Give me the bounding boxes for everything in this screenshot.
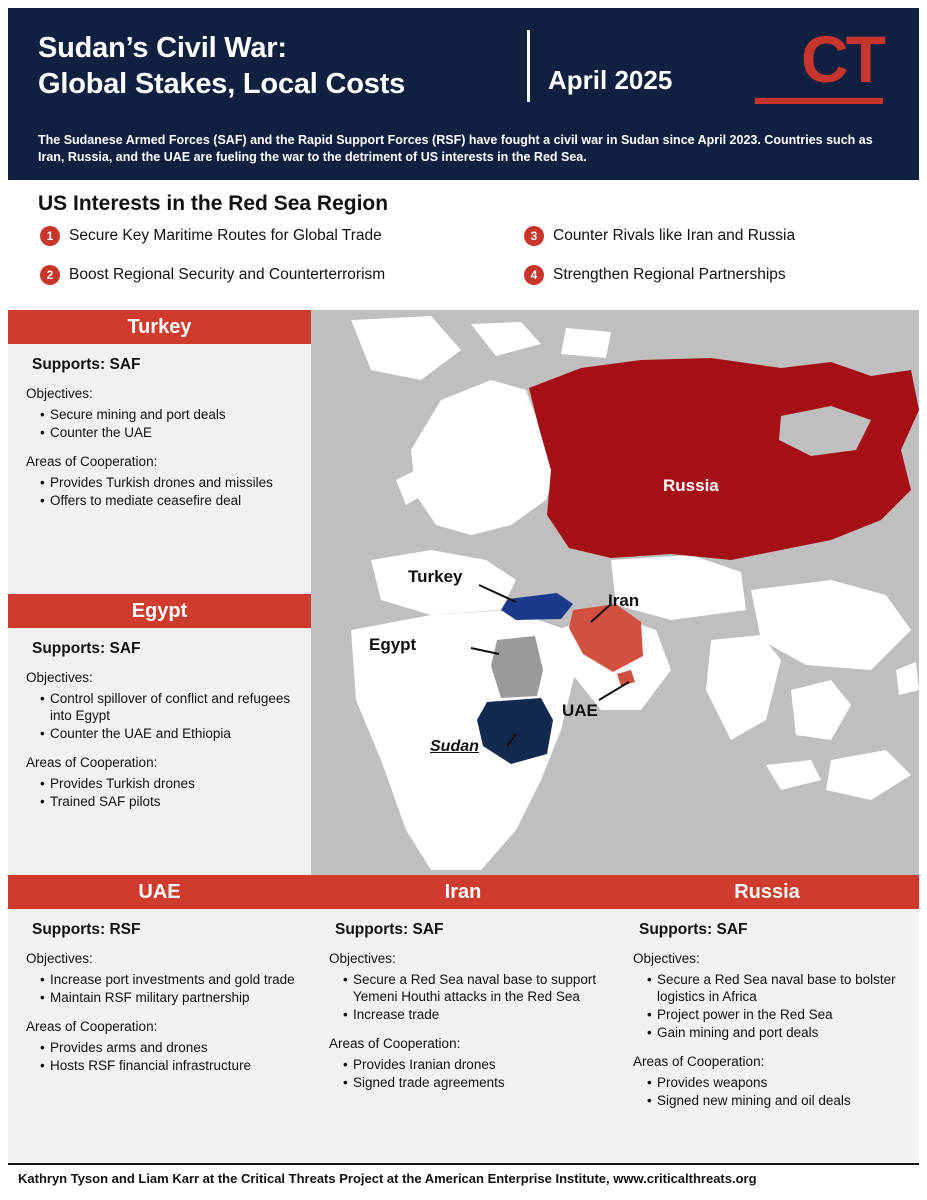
interest-number-4: 4: [524, 265, 544, 285]
list-item: • Offers to mediate ceasefire deal: [40, 492, 297, 509]
interest-item-2: [40, 265, 385, 285]
panel-turkey-cooperation-label: Areas of Cooperation:: [26, 454, 158, 469]
panel-russia-body: [615, 909, 919, 1130]
panel-russia-objectives: [633, 971, 905, 1041]
map-label-russia: Russia: [663, 476, 719, 495]
list-item: • Provides Turkish drones and missiles: [40, 474, 297, 491]
panel-egypt-title: Egypt: [8, 594, 311, 628]
interest-item-4: [524, 265, 786, 285]
list-item: • Counter the UAE: [40, 424, 297, 441]
map-region-egypt: [491, 636, 543, 698]
header: [8, 8, 919, 180]
map-label-sudan: Sudan: [430, 738, 479, 755]
ct-logo-underline: [755, 98, 883, 104]
panel-egypt-objectives-label: Objectives:: [26, 670, 93, 685]
panel-russia-objectives-label: Objectives:: [633, 951, 700, 966]
list-item: • Secure a Red Sea naval base to support Yemeni Houthi attacks in the Red Sea: [343, 971, 601, 1005]
interest-number-2: 2: [40, 265, 60, 285]
panel-egypt-supports: Supports: SAF: [32, 640, 141, 657]
list-item: • Provides Iranian drones: [343, 1056, 601, 1073]
panel-russia-cooperation: [633, 1074, 905, 1109]
list-item: • Secure mining and port deals: [40, 406, 297, 423]
list-item: • Provides weapons: [647, 1074, 905, 1091]
list-item: • Provides Turkish drones: [40, 775, 297, 792]
list-item: • Trained SAF pilots: [40, 793, 297, 810]
header-top: [8, 8, 919, 122]
title-line-2: Global Stakes, Local Costs: [38, 68, 406, 100]
panel-turkey-body: [8, 344, 311, 530]
us-interests-heading: US Interests in the Red Sea Region: [38, 192, 389, 215]
panel-uae-objectives-label: Objectives:: [26, 951, 93, 966]
ct-logo: CT: [801, 22, 883, 96]
panel-turkey-supports: Supports: SAF: [32, 356, 141, 373]
list-item: • Gain mining and port deals: [647, 1024, 905, 1041]
interest-number-3: 3: [524, 226, 544, 246]
title-line-1: Sudan’s Civil War:: [38, 32, 287, 64]
panel-iran-cooperation-label: Areas of Cooperation:: [329, 1036, 461, 1051]
panel-uae-title: UAE: [8, 875, 311, 909]
panel-iran-body: [311, 909, 615, 1112]
panel-uae: [8, 875, 311, 1162]
map-label-turkey: Turkey: [408, 567, 463, 586]
interest-label-1: Secure Key Maritime Routes for Global Trade: [69, 227, 382, 244]
panel-iran-supports: Supports: SAF: [335, 921, 444, 938]
map-label-egypt: Egypt: [369, 635, 417, 654]
list-item: • Increase trade: [343, 1006, 601, 1023]
panel-egypt-cooperation-label: Areas of Cooperation:: [26, 755, 158, 770]
panel-iran-cooperation: [329, 1056, 601, 1091]
panel-turkey-title: Turkey: [8, 310, 311, 344]
panel-russia-cooperation-label: Areas of Cooperation:: [633, 1054, 765, 1069]
panel-uae-objectives: [26, 971, 297, 1006]
panel-russia-supports: Supports: SAF: [639, 921, 748, 938]
list-item: • Signed new mining and oil deals: [647, 1092, 905, 1109]
world-map: [311, 310, 919, 875]
list-item: • Provides arms and drones: [40, 1039, 297, 1056]
page-title: [38, 30, 405, 102]
panel-uae-cooperation-label: Areas of Cooperation:: [26, 1019, 158, 1034]
list-item: • Secure a Red Sea naval base to bolster logistics in Africa: [647, 971, 905, 1005]
panel-egypt-objectives: [26, 690, 297, 742]
interest-item-3: [524, 226, 795, 246]
publication-date: April 2025: [548, 65, 673, 95]
interest-number-1: 1: [40, 226, 60, 246]
list-item: • Signed trade agreements: [343, 1074, 601, 1091]
list-item: • Maintain RSF military partnership: [40, 989, 297, 1006]
panel-iran-title: Iran: [311, 875, 615, 909]
map-label-iran: Iran: [608, 591, 640, 610]
list-item: • Counter the UAE and Ethiopia: [40, 725, 297, 742]
interest-label-2: Boost Regional Security and Counterterrorism: [69, 266, 386, 283]
panel-egypt: [8, 594, 311, 875]
panel-russia-title: Russia: [615, 875, 919, 909]
panel-uae-body: [8, 909, 311, 1095]
footer-credit: Kathryn Tyson and Liam Karr at the Critical Threats Project at the American Enterprise Institute, www.criticalthreats.org: [8, 1163, 919, 1192]
panel-iran: [311, 875, 615, 1162]
panel-turkey: [8, 310, 311, 594]
panel-uae-cooperation: [26, 1039, 297, 1074]
interest-item-1: [40, 226, 382, 246]
panel-uae-supports: Supports: RSF: [32, 921, 141, 938]
panel-russia: [615, 875, 919, 1162]
list-item: • Increase port investments and gold trade: [40, 971, 297, 988]
map-label-uae: UAE: [562, 701, 598, 720]
interest-label-4: Strengthen Regional Partnerships: [553, 266, 786, 283]
panel-turkey-cooperation: [26, 474, 297, 509]
panel-turkey-objectives-label: Objectives:: [26, 386, 93, 401]
panel-iran-objectives: [329, 971, 601, 1023]
panel-egypt-body: [8, 628, 311, 831]
list-item: • Hosts RSF financial infrastructure: [40, 1057, 297, 1074]
list-item: • Control spillover of conflict and refugees into Egypt: [40, 690, 297, 724]
panel-iran-objectives-label: Objectives:: [329, 951, 396, 966]
us-interests-section: [8, 180, 919, 310]
list-item: • Project power in the Red Sea: [647, 1006, 905, 1023]
interest-label-3: Counter Rivals like Iran and Russia: [553, 227, 796, 244]
header-subhead: The Sudanese Armed Forces (SAF) and the Rapid Support Forces (RSF) have fought a civil war in Sudan since April 2023. Countries such as Iran, Russia, and the UAE are fueling the war to the detriment of US interests in the Red Sea.: [38, 133, 873, 164]
panel-turkey-objectives: [26, 406, 297, 441]
header-divider: [527, 30, 530, 102]
panel-egypt-cooperation: [26, 775, 297, 810]
